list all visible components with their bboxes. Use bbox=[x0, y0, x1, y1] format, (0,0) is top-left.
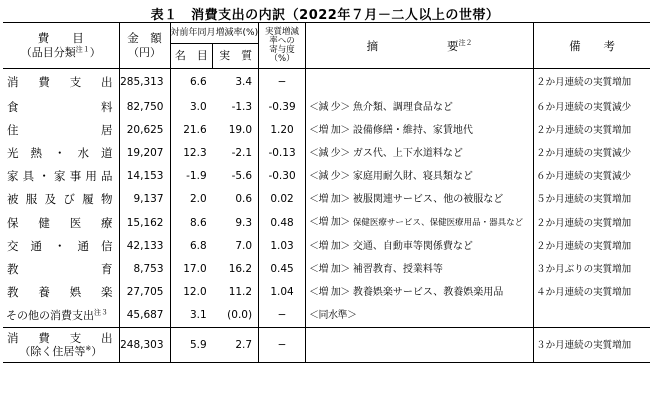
item-name bbox=[3, 328, 119, 363]
change-tag: ＜減 少＞ bbox=[309, 148, 350, 159]
amount-cell: 19,207 bbox=[119, 142, 170, 165]
expenditure-breakdown-table bbox=[3, 22, 650, 363]
header-contribution-l4: （%） bbox=[269, 53, 295, 64]
summary-text: 設備修繕・維持、家賃地代 bbox=[352, 125, 473, 136]
summary-cell bbox=[306, 258, 534, 281]
header-summary-text: 摘 要 bbox=[366, 38, 459, 53]
amount-cell: 20,625 bbox=[119, 119, 170, 142]
summary-cell bbox=[306, 96, 534, 119]
nominal-cell: 5.9 bbox=[170, 328, 213, 363]
header-item-sub-close: ） bbox=[89, 46, 101, 59]
real-cell: -1.3 bbox=[213, 96, 259, 119]
summary-cell bbox=[306, 142, 534, 165]
nominal-cell: 2.0 bbox=[189, 193, 207, 205]
item-name: 交通・通信 bbox=[3, 235, 119, 258]
remark-cell: ３か月連続の実質増加 bbox=[534, 328, 650, 363]
summary-text: 補習教育、授業料等 bbox=[352, 264, 443, 275]
contribution-cell: − bbox=[259, 304, 306, 328]
remark-cell: ２か月連続の実質減少 bbox=[536, 148, 632, 159]
header-amount bbox=[119, 23, 170, 69]
summary-cell bbox=[306, 211, 534, 235]
summary-cell bbox=[306, 328, 534, 363]
contribution-cell: 1.03 bbox=[259, 235, 306, 258]
header-contribution-l2: 率への bbox=[269, 35, 295, 46]
contribution-cell: 0.45 bbox=[259, 258, 306, 281]
header-contribution-l3: 寄与度 bbox=[269, 44, 295, 55]
change-tag: ＜増 加＞ bbox=[309, 217, 350, 228]
table-row bbox=[3, 304, 650, 328]
contribution-cell: -0.30 bbox=[259, 165, 306, 188]
remark-cell: ２か月連続の実質増加 bbox=[536, 217, 632, 229]
nominal-cell: 12.3 bbox=[183, 147, 207, 159]
real-cell: (0.0) bbox=[213, 304, 259, 328]
real-cell: 11.2 bbox=[213, 281, 259, 304]
table-row bbox=[3, 235, 650, 258]
table-row bbox=[3, 96, 650, 119]
remark-cell: ２か月連続の実質増加 bbox=[536, 241, 632, 252]
amount-cell: 45,687 bbox=[119, 304, 170, 328]
summary-cell bbox=[306, 119, 534, 142]
summary-cell bbox=[306, 304, 534, 328]
item-name: 住居 bbox=[3, 119, 119, 142]
footnote-marker: ※ bbox=[85, 344, 92, 353]
remark-cell: ４か月連続の実質増加 bbox=[536, 287, 632, 298]
amount-cell: 15,162 bbox=[119, 211, 170, 235]
amount-cell: 9,137 bbox=[119, 188, 170, 211]
nominal-cell: 21.6 bbox=[183, 124, 207, 136]
amount-cell: 248,303 bbox=[119, 328, 170, 363]
remark-cell bbox=[534, 304, 650, 328]
summary-text: 家庭用耐久財、寝具類など bbox=[352, 171, 473, 182]
summary-text: ガス代、上下水道料など bbox=[352, 148, 463, 159]
contribution-cell: -0.39 bbox=[259, 96, 306, 119]
remark-cell: ２か月連続の実質増加 bbox=[536, 125, 632, 136]
header-contribution bbox=[259, 23, 306, 69]
table-row bbox=[3, 165, 650, 188]
summary-cell bbox=[306, 281, 534, 304]
table-row bbox=[3, 211, 650, 235]
real-cell: 3.4 bbox=[213, 69, 259, 97]
contribution-cell: 0.02 bbox=[259, 188, 306, 211]
header-amount-title: 金 額 bbox=[127, 31, 162, 45]
real-cell: 16.2 bbox=[213, 258, 259, 281]
amount-cell: 82,750 bbox=[119, 96, 170, 119]
nominal-cell: 8.6 bbox=[189, 216, 207, 229]
change-tag: ＜増 加＞ bbox=[309, 241, 350, 252]
remark-cell: ５か月連続の実質増加 bbox=[536, 194, 632, 205]
remark-cell: ６か月連続の実質減少 bbox=[536, 171, 632, 182]
real-cell: -2.1 bbox=[213, 142, 259, 165]
change-tag: ＜減 少＞ bbox=[309, 102, 350, 113]
remark-cell: ２か月連続の実質増加 bbox=[536, 77, 632, 88]
change-tag: ＜減 少＞ bbox=[309, 171, 350, 182]
summary-text: 教養娯楽サービス、教養娯楽用品 bbox=[352, 287, 504, 298]
real-cell: 9.3 bbox=[213, 211, 259, 235]
contribution-cell: 1.04 bbox=[259, 281, 306, 304]
item-name-line1: 消費支出 bbox=[7, 331, 113, 345]
header-item-title: 費 目 bbox=[37, 31, 84, 45]
item-name: 食料 bbox=[3, 96, 119, 119]
contribution-cell: − bbox=[259, 328, 306, 363]
change-tag: ＜増 加＞ bbox=[309, 264, 350, 275]
header-amount-unit: （円） bbox=[128, 46, 162, 59]
real-cell: -5.6 bbox=[213, 165, 259, 188]
note-2-marker: 注２ bbox=[458, 38, 473, 47]
summary-cell bbox=[306, 235, 534, 258]
table-row-total bbox=[3, 69, 650, 97]
summary-text: 保健医療サービス、保健医療用品・器具など bbox=[352, 218, 524, 228]
table-row-total-excl-housing bbox=[3, 328, 650, 363]
contribution-cell: 0.48 bbox=[259, 211, 306, 235]
item-name: 消費支出 bbox=[3, 69, 119, 97]
change-tag: ＜増 加＞ bbox=[309, 194, 350, 205]
item-name-line2-text: （除く住居等 bbox=[19, 345, 86, 358]
amount-cell: 14,153 bbox=[119, 165, 170, 188]
summary-text: 交通、自動車等関係費など bbox=[352, 241, 473, 252]
header-nominal: 名 目 bbox=[170, 44, 213, 69]
change-tag: ＜同水準＞ bbox=[309, 310, 357, 321]
table-row bbox=[3, 142, 650, 165]
summary-cell bbox=[306, 69, 534, 97]
item-name: 家具・家事用品 bbox=[3, 165, 119, 188]
amount-cell: 27,705 bbox=[119, 281, 170, 304]
nominal-cell: 3.0 bbox=[189, 101, 207, 113]
header-summary bbox=[306, 23, 534, 69]
table-row bbox=[3, 281, 650, 304]
contribution-cell: − bbox=[259, 69, 306, 97]
summary-cell bbox=[306, 165, 534, 188]
summary-cell bbox=[306, 188, 534, 211]
contribution-cell: -0.13 bbox=[259, 142, 306, 165]
note-3-marker: 注３ bbox=[94, 308, 108, 317]
amount-cell: 285,313 bbox=[119, 69, 170, 97]
summary-text: 被服関連サービス、他の被服など bbox=[352, 194, 504, 205]
real-cell: 2.7 bbox=[213, 328, 259, 363]
header-contribution-l1: 実質増減 bbox=[265, 26, 300, 37]
header-remarks: 備 考 bbox=[534, 23, 650, 69]
nominal-cell: 6.8 bbox=[189, 240, 207, 252]
item-name: 被服及び履物 bbox=[3, 188, 119, 211]
amount-cell: 8,753 bbox=[119, 258, 170, 281]
nominal-cell: 17.0 bbox=[183, 263, 207, 275]
remark-cell: ６か月連続の実質減少 bbox=[536, 102, 632, 113]
header-item-sub-text: （品目分類 bbox=[20, 46, 76, 59]
item-name: 教養娯楽 bbox=[3, 281, 119, 304]
summary-text: 魚介類、調理食品など bbox=[352, 102, 453, 113]
change-tag: ＜増 加＞ bbox=[309, 287, 350, 298]
nominal-cell: 12.0 bbox=[183, 286, 207, 298]
table-row bbox=[3, 188, 650, 211]
header-item-sub bbox=[3, 47, 119, 59]
change-tag: ＜増 加＞ bbox=[309, 125, 350, 136]
item-name: 教育 bbox=[3, 258, 119, 281]
item-name-line2-close: ） bbox=[91, 345, 103, 358]
table-title: 表１ 消費支出の内訳（2022年７月－二人以上の世帯） bbox=[150, 8, 500, 23]
header-row-1 bbox=[3, 23, 650, 44]
item-name: 光熱・水道 bbox=[3, 142, 119, 165]
item-name-text: その他の消費支出 bbox=[6, 309, 94, 322]
real-cell: 7.0 bbox=[213, 235, 259, 258]
item-name: 保健医療 bbox=[3, 211, 119, 235]
item-name bbox=[3, 304, 119, 328]
nominal-cell: -1.9 bbox=[186, 170, 207, 182]
table-row bbox=[3, 119, 650, 142]
header-real: 実 質 bbox=[213, 44, 259, 69]
nominal-cell: 6.6 bbox=[189, 76, 207, 88]
remark-cell: ３か月ぶりの実質増加 bbox=[536, 264, 632, 275]
contribution-cell: 1.20 bbox=[259, 119, 306, 142]
header-yoy: 対前年同月増減率(%) bbox=[170, 23, 259, 44]
table-row bbox=[3, 258, 650, 281]
real-cell: 19.0 bbox=[213, 119, 259, 142]
real-cell: 0.6 bbox=[213, 188, 259, 211]
header-item bbox=[3, 23, 119, 69]
nominal-cell: 3.1 bbox=[189, 309, 207, 321]
amount-cell: 42,133 bbox=[119, 235, 170, 258]
item-name-line2 bbox=[3, 345, 119, 359]
note-1-marker: 注１ bbox=[75, 45, 90, 54]
